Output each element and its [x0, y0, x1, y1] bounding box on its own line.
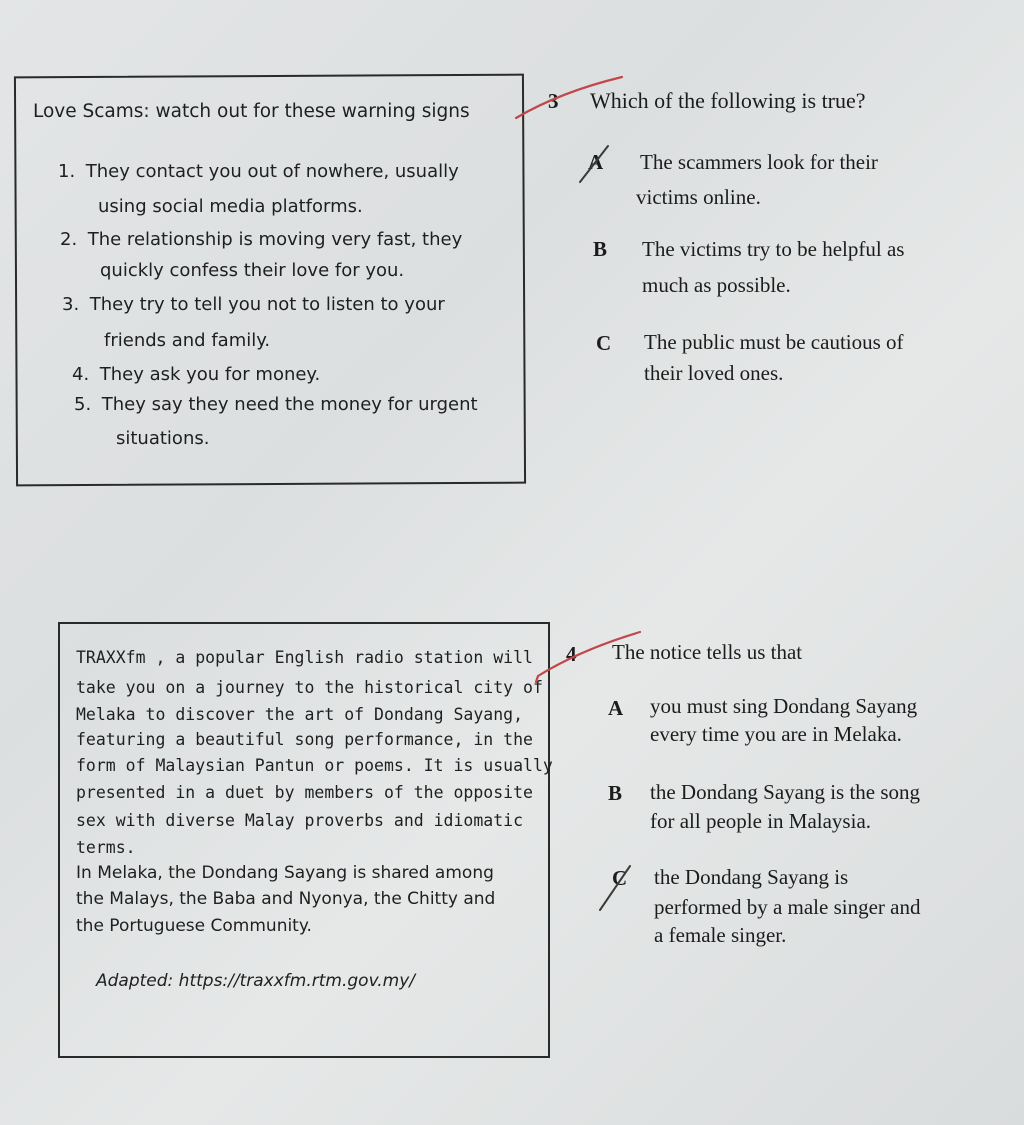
notice2-line-8: terms. [76, 838, 136, 857]
notice2-source: Adapted: https://traxxfm.rtm.gov.my/ [96, 971, 415, 991]
q3-option-b-line1: The victims try to be helpful as [642, 237, 905, 261]
notice2-line-11: the Portuguese Community. [76, 916, 312, 936]
question-3-number: 3 [548, 89, 559, 113]
q4-option-b-line2: for all people in Malaysia. [650, 809, 872, 833]
q3-option-a-line2: victims online. [636, 185, 761, 209]
q3-option-a-letter: A [588, 150, 604, 174]
warning-sign-3-cont: friends and family. [104, 330, 271, 351]
q4-option-c-letter: C [612, 866, 628, 890]
notice2-line-7: sex with diverse Malay proverbs and idiomatic [76, 811, 524, 830]
q4-option-c-line3: a female singer. [654, 923, 787, 947]
q3-option-c-letter: C [596, 331, 612, 355]
warning-sign-1: 1. They contact you out of nowhere, usually [58, 161, 459, 182]
notice2-line-10: the Malays, the Baba and Nyonya, the Chitty and [76, 889, 496, 909]
warning-sign-2-cont: quickly confess their love for you. [100, 260, 405, 281]
q3-option-c-line2: their loved ones. [644, 361, 784, 385]
q4-option-a-line1: you must sing Dondang Sayang [650, 694, 918, 718]
notice2-line-5: form of Malaysian Pantun or poems. It is usually [76, 756, 553, 775]
notice2-line-4: featuring a beautiful song performance, in the [76, 730, 533, 749]
warning-sign-1-cont: using social media platforms. [98, 196, 363, 217]
notice2-line-2: take you on a journey to the historical city of [76, 678, 543, 697]
q4-option-b-letter: B [608, 781, 623, 805]
question-3-stem: Which of the following is true? [590, 88, 866, 113]
notice2-line-6: presented in a duet by members of the opposite [76, 783, 533, 802]
warning-sign-5: 5. They say they need the money for urgent [74, 394, 478, 415]
q4-option-a-line2: every time you are in Melaka. [650, 722, 902, 746]
warning-sign-2: 2. The relationship is moving very fast, they [60, 229, 463, 250]
q4-option-c-line2: performed by a male singer and [654, 895, 921, 919]
notice2-line-9: In Melaka, the Dondang Sayang is shared among [76, 863, 494, 883]
q3-option-b-line2: much as possible. [642, 273, 791, 297]
question-4-stem: The notice tells us that [612, 640, 803, 664]
q4-option-b-line1: the Dondang Sayang is the song [650, 780, 921, 804]
q3-option-a-line1: The scammers look for their [640, 150, 878, 174]
notice-title: Love Scams: watch out for these warning signs [33, 101, 470, 122]
notice2-line-1: TRAXXfm , a popular English radio station will [76, 648, 533, 667]
warning-sign-3: 3. They try to tell you not to listen to your [62, 294, 445, 315]
question-4-number: 4 [566, 642, 577, 666]
q4-option-c-line1: the Dondang Sayang is [654, 865, 849, 889]
warning-sign-5-cont: situations. [116, 428, 210, 449]
q3-option-b-letter: B [593, 237, 608, 261]
q3-option-c-line1: The public must be cautious of [644, 330, 904, 354]
warning-sign-4: 4. They ask you for money. [72, 364, 321, 385]
notice2-line-3: Melaka to discover the art of Dondang Sayang, [76, 705, 524, 724]
q4-option-a-letter: A [608, 696, 624, 720]
